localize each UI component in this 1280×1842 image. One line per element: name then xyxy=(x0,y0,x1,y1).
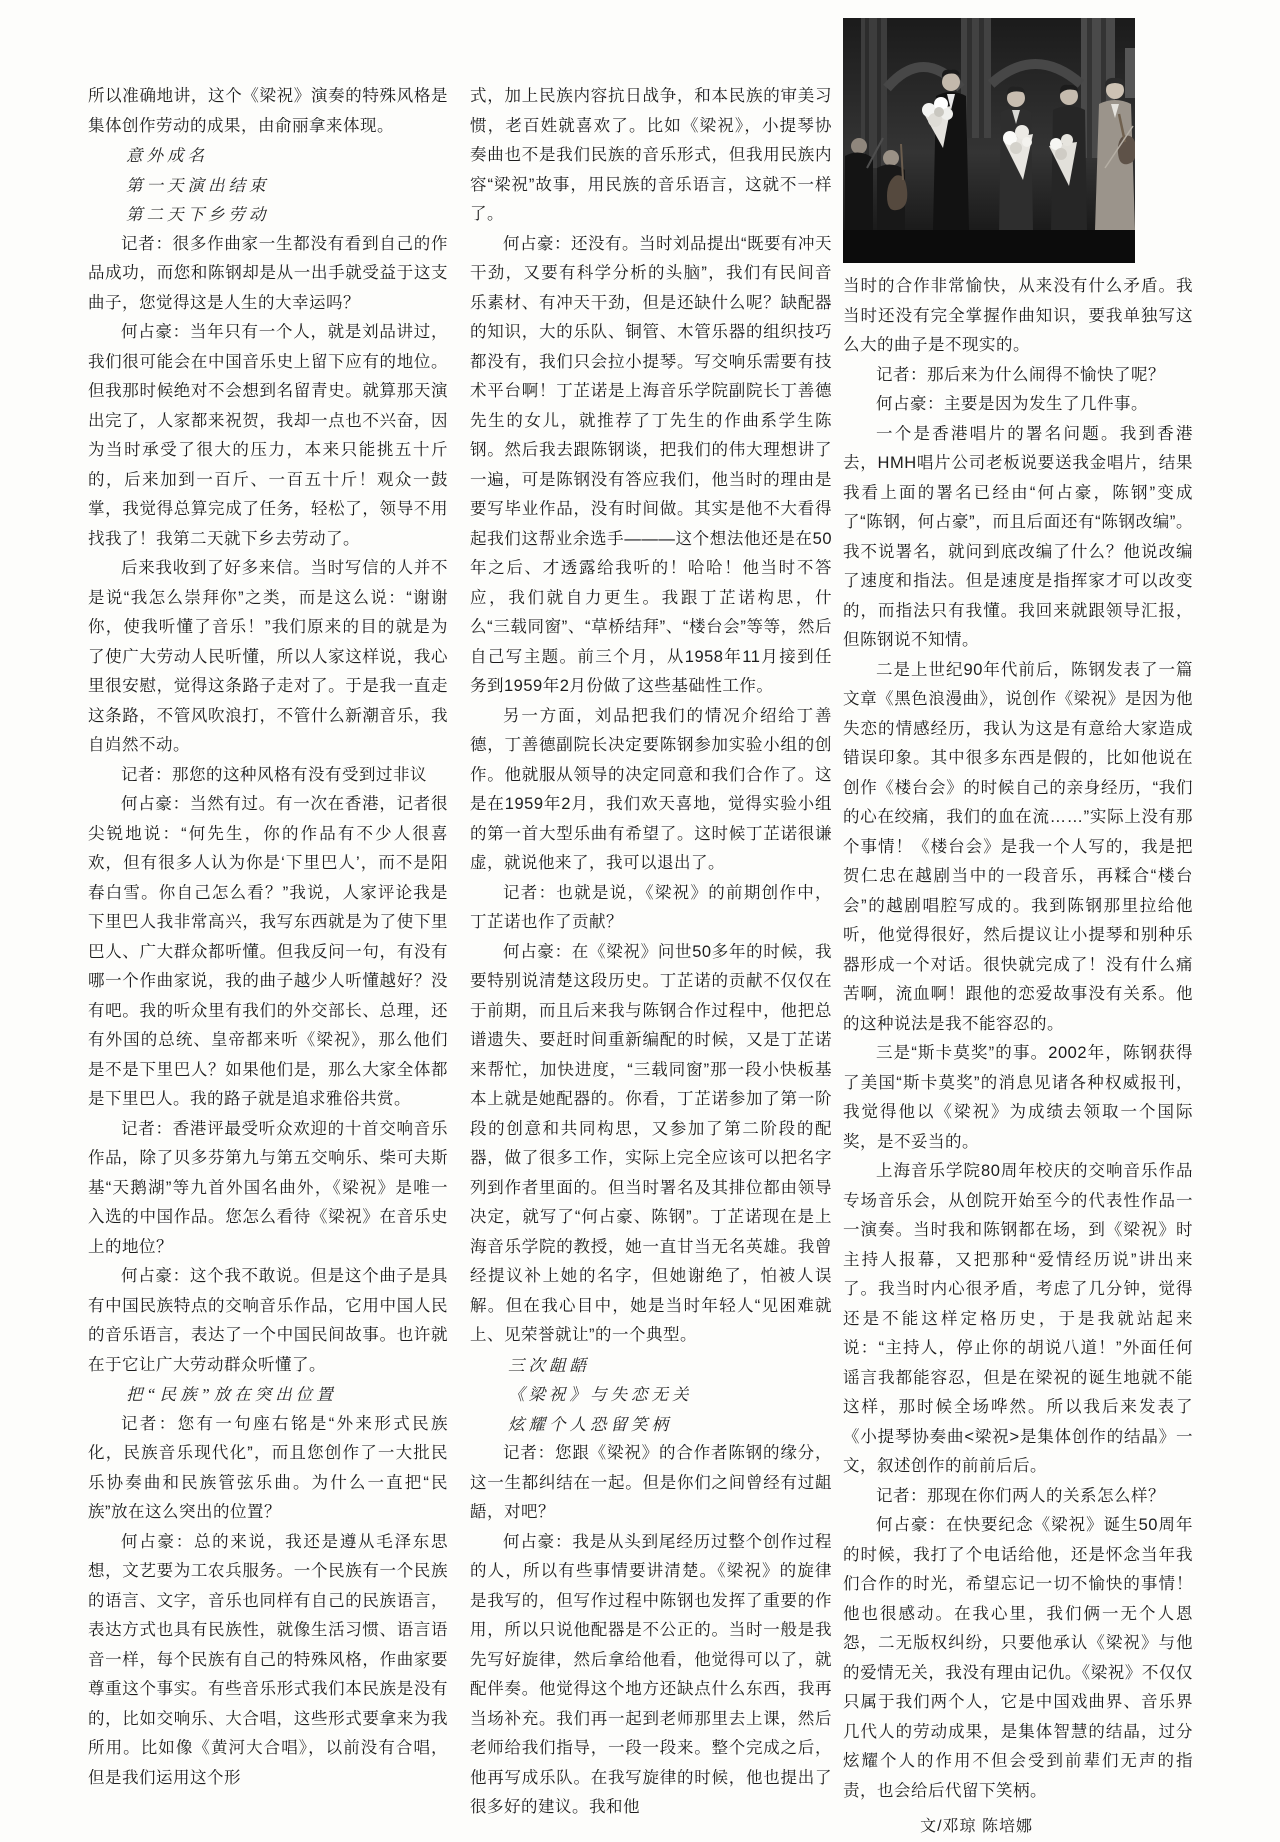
paragraph: 后来我收到了好多来信。当时写信的人并不是说“我怎么崇拜你”之类，而是这么说：“谢谢你，使我听懂了音乐！”我们原来的目的就是为了使广大劳动人民听懂，所以人家这样说，我心里很安慰，觉得这条路子走对了。于是我一直走这条路，不管风吹浪打，不管什么新潮音乐，我自岿然不动。 xyxy=(88,559,448,754)
section-heading: 把“民族”放在突出位置 xyxy=(125,1385,337,1404)
paragraph: 记者：您有一句座右铭是“外来形式民族化，民族音乐现代化”，而且您创作了一大批民乐协奏曲和民族管弦乐曲。为什么一直把“民族”放在这么突出的位置？ xyxy=(88,1414,448,1521)
stage-photo xyxy=(843,18,1135,263)
paragraph: 式，加上民族内容抗日战争，和本民族的审美习惯，老百姓就喜欢了。比如《梁祝》，小提琴协奏曲也不是我们民族的音乐形式，但我用民族内容“梁祝”故事，用民族的音乐语言，这就不一样了。 xyxy=(470,87,832,223)
paragraph: 何占豪：还没有。当时刘品提出“既要有冲天干劲，又要有科学分析的头脑”，我们有民间音乐素材、有冲天干劲，但是还缺什么呢？缺配器的知识，大的乐队、铜管、木管乐器的组织技巧都没有，我们只会拉小提琴。写交响乐需要有技术平台啊！丁芷诺是上海音乐学院副院长丁善德先生的女儿，就推荐了丁先生的作曲系学生陈钢。然后我去跟陈钢谈，把我们的伟大理想讲了一遍，可是陈钢没有答应我们，他当时的理由是要写毕业作品，没有时间做。其实是他不大看得起我们这帮业余选手———这个想法他还是在50年之后、才透露给我听的！哈哈！他当时不答应，我们就自力更生。我跟丁芷诺构思，什么“三载同窗”、“草桥结拜”、“楼台会”等等，然后自己写主题。前三个月，从1958年11月接到任务到1959年2月份做了这些基础性工作。 xyxy=(470,234,832,695)
paragraph: 何占豪：在《梁祝》问世50多年的时候，我要特别说清楚这段历史。丁芷诺的贡献不仅仅在于前期，而且后来我与陈钢合作过程中，他把总谱遗失、要赶时间重新编配的时候，又是丁芷诺来帮忙，加快进度，“三载同窗”那一段小快板基本上就是她配器的。你看，丁芷诺参加了第一阶段的创意和共同构思，又参加了第二阶段的配器，做了很多工作，实际上完全应该可以把名字列到作者里面的。但当时署名及其排位都由领导决定，就写了“何占豪、陈钢”。丁芷诺现在是上海音乐学院的教授，她一直甘当无名英雄。我曾经提议补上她的名字，但她谢绝了，怕被人误解。但在我心目中，她是当时年轻人“见困难就上、见荣誉就让”的一个典型。 xyxy=(470,942,832,1344)
section-heading: 三次龃龉 xyxy=(507,1355,590,1375)
paragraph: 记者：很多作曲家一生都没有看到自己的作品成功，而您和陈钢却是从一出手就受益于这支曲子，您觉得这是人生的大幸运吗？ xyxy=(88,234,448,312)
paragraph: 一个是香港唱片的署名问题。我到香港去，HMH唱片公司老板说要送我金唱片，结果我看上面的署名已经由“何占豪，陈钢”变成了“陈钢，何占豪”，而且后面还有“陈钢改编”。我不说署名，就问到底改编了什么？他说改编了速度和指法。但是速度是指挥家才可以改变的，而指法只有我懂。我回来就跟领导汇报，但陈钢说不知情。 xyxy=(843,424,1193,649)
text-column-2 xyxy=(470,82,832,1823)
section-heading: 炫耀个人恐留笑柄 xyxy=(507,1414,672,1434)
paragraph: 记者：香港评最受听众欢迎的十首交响音乐作品，除了贝多芬第九与第五交响乐、柴可夫斯基“天鹅湖”等九首外国名曲外，《梁祝》是唯一入选的中国作品。您怎么看待《梁祝》在音乐史上的地位？ xyxy=(88,1119,448,1256)
byline: 文/邓琼 陈培娜 xyxy=(920,1818,1033,1835)
paragraph: 何占豪：总的来说，我还是遵从毛泽东思想，文艺要为工农兵服务。一个民族有一个民族的语言、文字，音乐也同样有自己的民族语言，表达方式也具有民族性，就像生活习惯、语言语音一样，每个民族有自己的特殊风格，作曲家要尊重这个事实。有些音乐形式我们本民族是没有的，比如交响乐、大合唱，这些形式要拿来为我所用。比如像《黄河大合唱》，以前没有合唱，但是我们运用这个形 xyxy=(88,1532,448,1787)
paragraph: 记者：也就是说，《梁祝》的前期创作中，丁芷诺也作了贡献？ xyxy=(470,883,832,931)
paragraph: 记者：那现在你们两人的关系怎么样？ xyxy=(876,1486,1165,1505)
paragraph: 记者：那您的这种风格有没有受到过非议 xyxy=(121,765,427,784)
text-column-1 xyxy=(88,82,448,1793)
section-heading: 《梁祝》与失恋无关 xyxy=(507,1385,693,1404)
paragraph: 二是上世纪90年代前后，陈钢发表了一篇文章《黑色浪漫曲》，说创作《梁祝》是因为他失恋的情感经历，我认为这是有意给大家造成错误印象。其中很多东西是假的，比如他说在创作《楼台会》的时候自己的亲身经历，“我们的心在绞痛，我们的血在流……”实际上没有那个事情！《楼台会》是我一个人写的，我是把贺仁忠在越剧当中的一段音乐，再糅合“楼台会”的越剧唱腔写成的。我到陈钢那里拉给他听，他觉得很好，然后提议让小提琴和别种乐器形成一个对话。很快就完成了！没有什么痛苦啊，流血啊！跟他的恋爱故事没有关系。他的这种说法是我不能容忍的。 xyxy=(843,660,1193,1033)
paragraph: 所以准确地讲，这个《梁祝》演奏的特殊风格是集体创作劳动的成果，由俞丽拿来体现。 xyxy=(88,87,448,135)
paragraph: 当时的合作非常愉快，从来没有什么矛盾。我当时还没有完全掌握作曲知识，要我单独写这么大的曲子是不现实的。 xyxy=(843,277,1193,354)
paragraph: 何占豪：我是从头到尾经历过整个创作过程的人，所以有些事情要讲清楚。《梁祝》的旋律是我写的，但写作过程中陈钢也发挥了重要的作用，所以只说他配器是不公正的。当时一般是我先写好旋律，然后拿给他看，他觉得可以了，就配伴奏。他觉得这个地方还缺点什么东西，我再当场补充。我们再一起到老师那里去上课，然后老师给我们指导，一段一段来。整个完成之后，他再写成乐队。在我写旋律的时候，他也提出了很多好的建议。我和他 xyxy=(470,1532,832,1816)
stage-photo-image xyxy=(843,18,1135,263)
paragraph: 何占豪：在快要纪念《梁祝》诞生50周年的时候，我打了个电话给他，还是怀念当年我们合作的时光，希望忘记一切不愉快的事情！他也很感动。在我心里，我们俩一无个人恩怨，二无版权纠纷，只要他承认《梁祝》与他的爱情无关，我没有理由记仇。《梁祝》不仅仅只属于我们两个人，它是中国戏曲界、音乐界几代人的劳动成果，是集体智慧的结晶，过分炫耀个人的作用不但会受到前辈们无声的指责，也会给后代留下笑柄。 xyxy=(843,1516,1193,1800)
section-heading: 第二天下乡劳动 xyxy=(125,205,270,224)
paragraph: 记者：那后来为什么闹得不愉快了呢？ xyxy=(876,365,1165,384)
paragraph: 三是“斯卡莫奖”的事。2002年，陈钢获得了美国“斯卡莫奖”的消息见诸各种权威报刊，我觉得他以《梁祝》为成绩去领取一个国际奖，是不妥当的。 xyxy=(843,1044,1193,1151)
section-heading: 第一天演出结束 xyxy=(125,175,270,195)
paragraph: 另一方面，刘品把我们的情况介绍给丁善德，丁善德副院长决定要陈钢参加实验小组的创作。他就服从领导的决定同意和我们合作了。这是在1959年2月，我们欢天喜地，觉得实验小组的第一首大型乐曲有希望了。这时候丁芷诺很谦虚，就说他来了，我可以退出了。 xyxy=(470,706,832,872)
paragraph: 记者：您跟《梁祝》的合作者陈钢的缘分，这一生都纠结在一起。但是你们之间曾经有过龃龉，对吧？ xyxy=(470,1444,832,1521)
paragraph: 何占豪：主要是因为发生了几件事。 xyxy=(876,395,1148,413)
paragraph: 何占豪：当然有过。有一次在香港，记者很尖锐地说：“何先生，你的作品有不少人很喜欢，但有很多人认为你是‘下里巴人’，而不是阳春白雪。你自己怎么看？”我说，人家评论我是下里巴人我非常高兴，我写东西就是为了使下里巴人、广大群众都听懂。但我反问一句，有没有哪一个作曲家说，我的曲子越少人听懂越好？没有吧。我的听众里有我们的外交部长、总理，还有外国的总统、皇帝都来听《梁祝》，那么他们是不是下里巴人？如果他们是，那么大家全体都是下里巴人。我的路子就是追求雅俗共赏。 xyxy=(88,795,448,1108)
section-heading: 意外成名 xyxy=(125,146,208,165)
paragraph: 何占豪：这个我不敢说。但是这个曲子是具有中国民族特点的交响音乐作品，它用中国人民的音乐语言，表达了一个中国民间故事。也许就在于它让广大劳动群众听懂了。 xyxy=(88,1267,448,1374)
text-column-3 xyxy=(843,272,1193,1842)
paragraph: 何占豪：当年只有一个人，就是刘品讲过，我们很可能会在中国音乐史上留下应有的地位。但我那时候绝对不会想到名留青史。就算那天演出完了，人家都来祝贺，我却一点也不兴奋，因为当时承受了很大的压力，本来只能挑五十斤的，后来加到一百斤、一百五十斤！观众一鼓掌，我觉得总算完成了任务，轻松了，领导不用找我了！我第二天就下乡去劳动了。 xyxy=(88,323,448,548)
paragraph: 上海音乐学院80周年校庆的交响音乐作品专场音乐会，从创院开始至今的代表性作品一一演奏。当时我和陈钢都在场，到《梁祝》时主持人报幕，又把那种“爱情经历说”讲出来了。我当时内心很矛盾，考虑了几分钟，觉得还是不能这样定格历史，于是我就站起来说：“主持人，停止你的胡说八道！”外面任何谣言我都能容忍，但是在梁祝的诞生地就不能这样，那时候全场哗然。所以我后来发表了《小提琴协奏曲<梁祝>是集体创作的结晶》一文，叙述创作的前前后后。 xyxy=(843,1162,1193,1475)
